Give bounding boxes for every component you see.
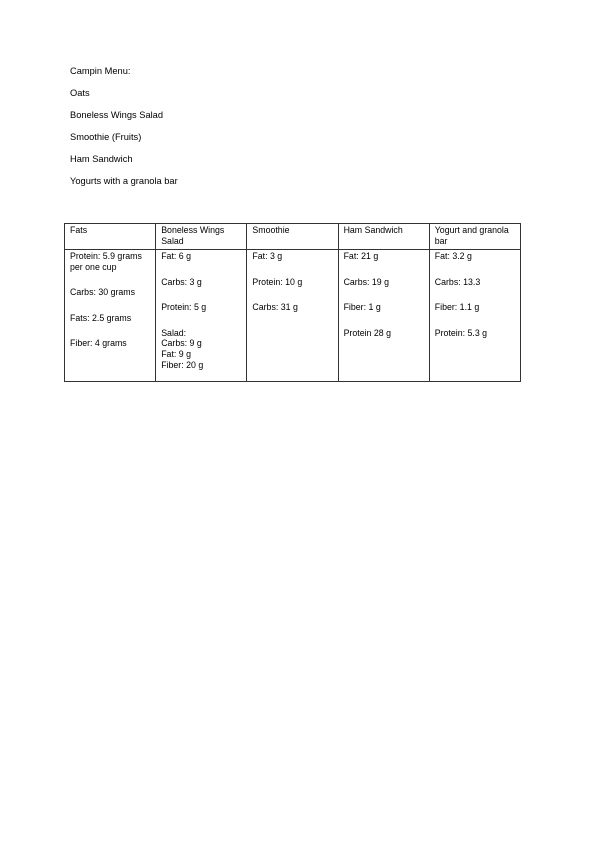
header-smoothie: Smoothie bbox=[247, 224, 338, 250]
cell-fats bbox=[65, 250, 156, 382]
cell-line: Protein: 5.9 grams per one cup bbox=[70, 251, 142, 272]
cell-line: Fat: 9 g bbox=[161, 348, 192, 359]
nutrition-table bbox=[64, 223, 521, 382]
cell-smoothie bbox=[247, 250, 338, 382]
cell-line: Protein: 5 g bbox=[161, 302, 207, 313]
menu-item-smoothie: Smoothie (Fruits) bbox=[70, 132, 142, 142]
cell-line: Protein: 5.3 g bbox=[434, 327, 488, 338]
cell-line: Carbs: 30 grams bbox=[70, 287, 136, 298]
cell-line: Carbs: 3 g bbox=[161, 276, 202, 287]
cell-line: Fiber: 1.1 g bbox=[434, 302, 480, 313]
cell-yogurt-granola bbox=[429, 250, 520, 382]
cell-line: Carbs: 19 g bbox=[343, 276, 390, 287]
cell-line: Carbs: 13.3 bbox=[434, 276, 481, 287]
table-header-row bbox=[65, 224, 521, 250]
cell-boneless-wings-salad bbox=[156, 250, 247, 382]
cell-line: Fat: 3.2 g bbox=[434, 251, 472, 261]
cell-line: Fiber: 1 g bbox=[343, 302, 381, 313]
table-row bbox=[65, 250, 521, 382]
cell-line: Fiber: 4 grams bbox=[70, 338, 127, 349]
cell-line: Fats: 2.5 grams bbox=[70, 312, 132, 323]
cell-line: Carbs: 31 g bbox=[252, 302, 298, 313]
cell-line: Fat: 6 g bbox=[161, 251, 192, 261]
header-yogurt-granola: Yogurt and granola bar bbox=[429, 224, 520, 250]
menu-title: Campin Menu: bbox=[70, 66, 131, 76]
header-ham-sandwich: Ham Sandwich bbox=[338, 224, 429, 250]
cell-ham-sandwich bbox=[338, 250, 429, 382]
menu-item-oats: Oats bbox=[70, 88, 90, 98]
cell-line: Fiber: 20 g bbox=[161, 359, 204, 370]
header-fats: Fats bbox=[65, 224, 156, 250]
cell-line: Salad: bbox=[161, 327, 187, 338]
cell-line: Fat: 3 g bbox=[252, 251, 283, 261]
menu-item-boneless-wings-salad: Boneless Wings Salad bbox=[70, 110, 164, 120]
cell-line: Carbs: 9 g bbox=[161, 338, 202, 349]
cell-line: Protein: 10 g bbox=[252, 276, 303, 287]
cell-line: Protein 28 g bbox=[343, 327, 392, 338]
menu-list bbox=[70, 66, 370, 198]
header-boneless-wings-salad: Boneless Wings Salad bbox=[156, 224, 247, 250]
menu-item-ham-sandwich: Ham Sandwich bbox=[70, 154, 133, 164]
menu-item-yogurts: Yogurts with a granola bar bbox=[70, 176, 178, 186]
cell-line: Fat: 21 g bbox=[343, 251, 379, 261]
